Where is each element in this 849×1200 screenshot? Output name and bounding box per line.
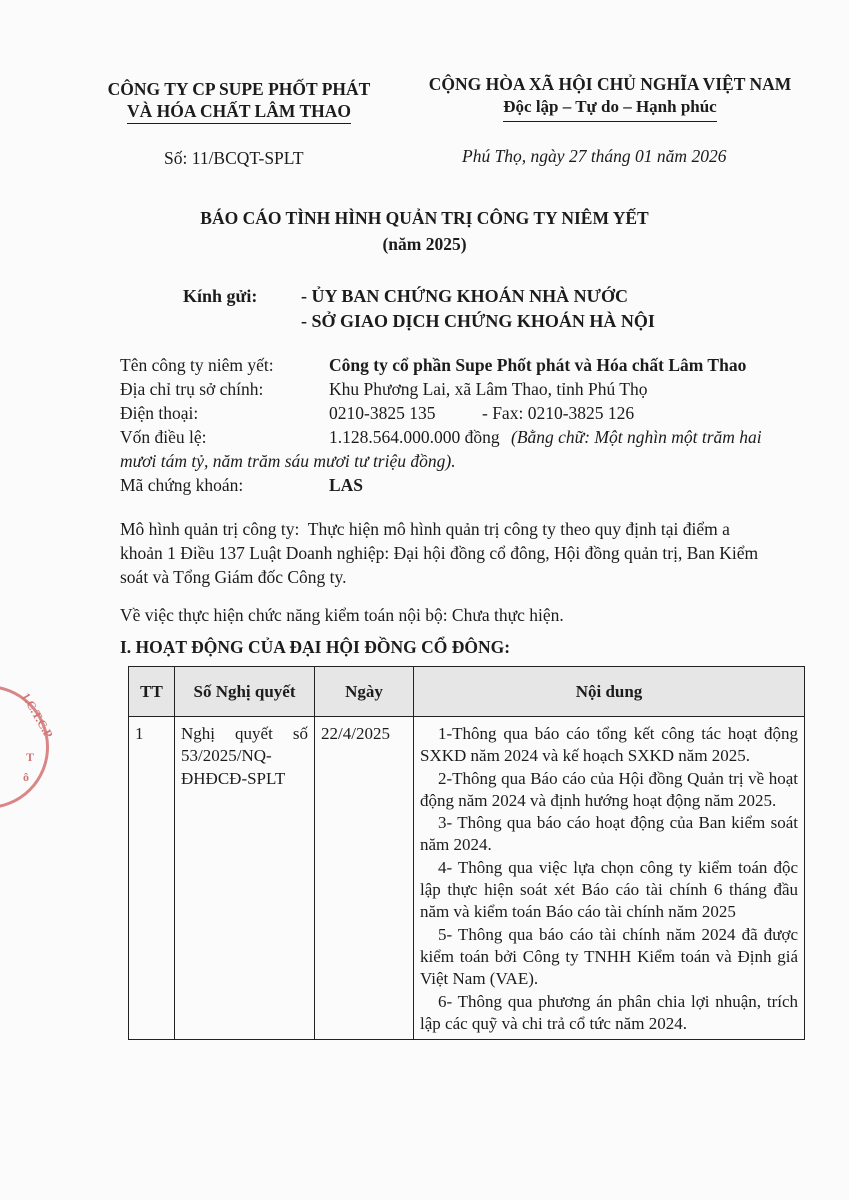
internal-audit-note: Về việc thực hiện chức năng kiểm toán nội bộ: Chưa thực hiện.	[120, 605, 564, 625]
resolution-number	[175, 717, 315, 1040]
resolution-text: 53/2025/NQ-	[181, 746, 272, 766]
section-heading: I. HOẠT ĐỘNG CỦA ĐẠI HỘI ĐỒNG CỔ ĐÔNG:	[120, 637, 511, 657]
company-name-line1: CÔNG TY CP SUPE PHỐT PHÁT	[107, 79, 371, 99]
report-title-year: (năm 2025)	[382, 234, 467, 254]
phone-label: Điện thoại:	[120, 403, 199, 423]
governance-model-text: soát và Tổng Giám đốc Công ty.	[120, 567, 347, 587]
content-item: 4- Thông qua việc lựa chọn công ty kiểm toán độc lập thực hiện soát xét Báo cáo tài chính 6 tháng đầu năm và kiểm toán Báo cáo tài chính năm 2025	[420, 857, 798, 922]
company-header	[104, 78, 374, 124]
nation-title: CỘNG HÒA XÃ HỘI CHỦ NGHĨA VIỆT NAM	[428, 74, 792, 94]
content-item: 3- Thông qua báo cáo hoạt động của Ban kiểm soát năm 2024.	[420, 813, 798, 855]
seal-text: T	[26, 750, 35, 764]
company-seal	[0, 685, 56, 809]
document-number: Số: 11/BCQT-SPLT	[164, 148, 304, 168]
national-header	[420, 73, 800, 122]
governance-model	[120, 517, 810, 589]
company-name-value: Công ty cổ phần Supe Phốt phát và Hóa chất Lâm Thao	[329, 355, 747, 375]
capital-in-words: (Bằng chữ: Một nghìn một trăm hai	[511, 427, 762, 447]
column-header: TT	[129, 667, 175, 717]
fax-value: - Fax: 0210-3825 126	[482, 403, 635, 423]
recipients-list	[301, 284, 655, 334]
seal-text: 1.C.T.C.P	[18, 690, 56, 741]
capital-label: Vốn điều lệ:	[120, 427, 207, 447]
report-title	[0, 205, 849, 257]
column-header: Số Nghị quyết	[175, 667, 315, 717]
motto: Độc lập – Tự do – Hạnh phúc	[503, 96, 716, 122]
content-item: 5- Thông qua báo cáo tài chính năm 2024 đã được kiểm toán bởi Công ty TNHH Kiểm toán và Định giá Việt Nam (VAE).	[420, 924, 798, 989]
company-name-line2: VÀ HÓA CHẤT LÂM THAO	[127, 100, 351, 124]
capital-in-words-cont: mươi tám tỷ, năm trăm sáu mươi tư triệu đồng).	[120, 451, 456, 471]
column-header: Nội dung	[414, 667, 805, 717]
ticker-label: Mã chứng khoán:	[120, 475, 244, 495]
row-number: 1	[129, 717, 175, 1040]
content-item: 2-Thông qua Báo cáo của Hội đồng Quản trị về hoạt động năm 2024 và định hướng hoạt động năm 2025.	[420, 768, 798, 810]
seal-text: ô	[23, 770, 29, 784]
content-item: 6- Thông qua phương án phân chia lợi nhuận, trích lập các quỹ và chi trả cổ tức năm 2024.	[420, 991, 798, 1033]
document-date: Phú Thọ, ngày 27 tháng 01 năm 2026	[462, 146, 727, 166]
resolution-content	[414, 717, 805, 1040]
resolution-text: Nghị quyết số	[181, 724, 308, 743]
governance-model-text: khoản 1 Điều 137 Luật Doanh nghiệp: Đại hội đồng cổ đông, Hội đồng quản trị, Ban Kiểm	[120, 543, 759, 563]
shareholder-resolutions-table	[128, 666, 805, 1040]
address-label: Địa chỉ trụ sở chính:	[120, 379, 264, 399]
recipients-label: Kính gửi:	[183, 286, 258, 306]
capital-value: 1.128.564.000.000 đồng	[329, 427, 500, 447]
phone-value: 0210-3825 135	[329, 403, 436, 423]
address-value: Khu Phương Lai, xã Lâm Thao, tỉnh Phú Thọ	[329, 379, 648, 399]
table-header-row	[129, 667, 805, 717]
resolution-date: 22/4/2025	[315, 717, 414, 1040]
recipient-item: - ỦY BAN CHỨNG KHOÁN NHÀ NƯỚC	[301, 286, 628, 306]
table-row	[129, 717, 805, 1040]
content-item: 1-Thông qua báo cáo tổng kết công tác hoạt động SXKD năm 2024 và kế hoạch SXKD năm 2025.	[420, 724, 798, 766]
report-title-main: BÁO CÁO TÌNH HÌNH QUẢN TRỊ CÔNG TY NIÊM YẾT	[200, 208, 649, 228]
resolution-text: ĐHĐCĐ-SPLT	[181, 768, 286, 788]
governance-model-label: Mô hình quản trị công ty:	[120, 519, 300, 539]
column-header: Ngày	[315, 667, 414, 717]
ticker-value: LAS	[329, 475, 364, 495]
governance-model-text: Thực hiện mô hình quản trị công ty theo quy định tại điểm a	[307, 519, 730, 539]
recipient-item: - SỞ GIAO DỊCH CHỨNG KHOÁN HÀ NỘI	[301, 311, 655, 331]
company-name-label: Tên công ty niêm yết:	[120, 355, 274, 375]
company-info	[120, 353, 810, 497]
